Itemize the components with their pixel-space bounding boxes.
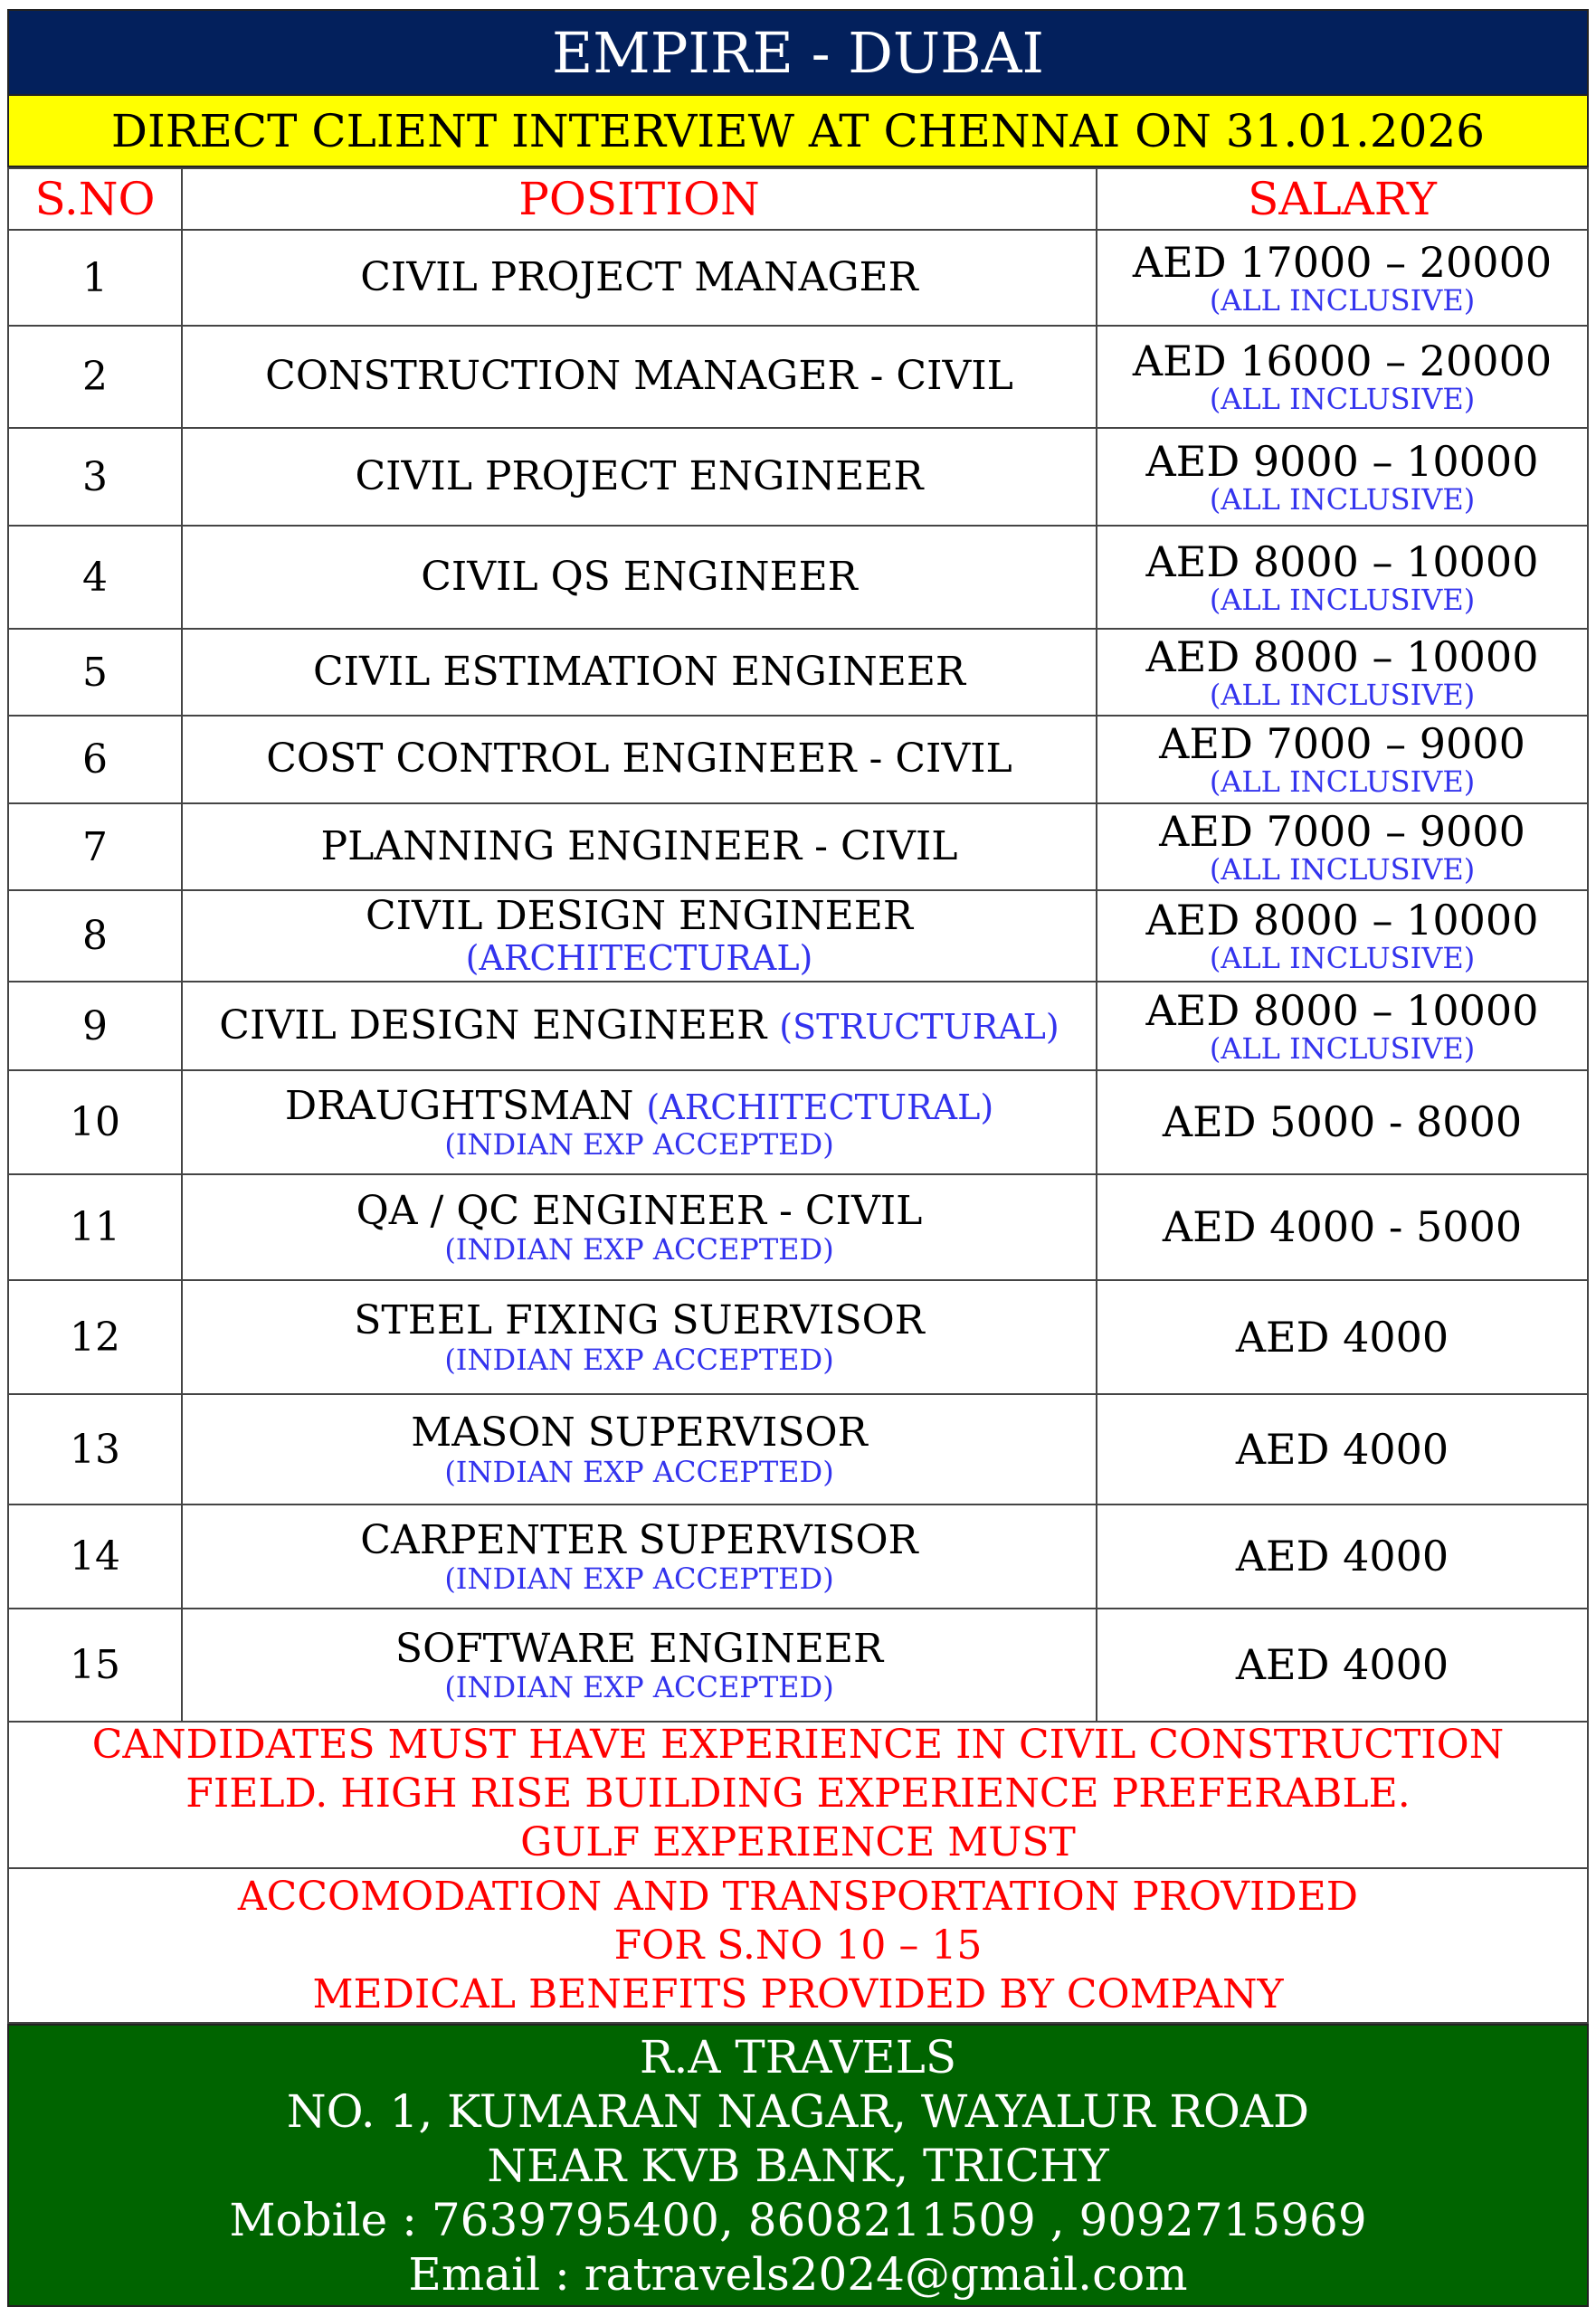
salary-note: (ALL INCLUSIVE) — [1209, 1030, 1476, 1066]
position-title — [183, 1003, 1096, 1049]
salary-range: AED 8000 – 10000 — [1145, 536, 1539, 586]
column-header-sno: S.NO — [8, 168, 182, 230]
table-row — [8, 982, 1588, 1070]
column-header-salary: SALARY — [1097, 168, 1588, 230]
row-position — [182, 890, 1097, 982]
row-position — [182, 326, 1097, 428]
row-position — [182, 428, 1097, 526]
salary-range: AED 9000 – 10000 — [1145, 436, 1539, 486]
row-salary — [1097, 890, 1588, 982]
position-note: (INDIAN EXP ACCEPTED) — [444, 1232, 834, 1267]
row-sno: 3 — [8, 428, 182, 526]
table-row — [8, 1394, 1588, 1504]
row-salary — [1097, 629, 1588, 716]
benefits-line: MEDICAL BENEFITS PROVIDED BY COMPANY — [312, 1970, 1284, 2017]
salary-range: AED 4000 — [1235, 1312, 1449, 1362]
table-row — [8, 526, 1588, 629]
requirements-line: FIELD. HIGH RISE BUILDING EXPERIENCE PREFERABLE. — [185, 1770, 1411, 1817]
row-position — [182, 1070, 1097, 1174]
row-sno: 2 — [8, 326, 182, 428]
table-row — [8, 1280, 1588, 1394]
salary-note: (ALL INCLUSIVE) — [1209, 677, 1476, 712]
benefits-line: FOR S.NO 10 – 15 — [613, 1922, 983, 1969]
row-salary — [1097, 1504, 1588, 1609]
row-position — [182, 803, 1097, 890]
agency-address-line: NO. 1, KUMARAN NAGAR, WAYALUR ROAD — [286, 2084, 1310, 2138]
row-position — [182, 1609, 1097, 1722]
row-sno: 4 — [8, 526, 182, 629]
job-flyer — [7, 9, 1589, 2307]
row-salary — [1097, 326, 1588, 428]
row-position — [182, 1280, 1097, 1394]
agency-email[interactable]: Email : ratravels2024@gmail.com — [408, 2247, 1188, 2301]
salary-range: AED 17000 – 20000 — [1132, 237, 1553, 287]
position-note: (INDIAN EXP ACCEPTED) — [444, 1342, 834, 1377]
row-position — [182, 1394, 1097, 1504]
table-row — [8, 716, 1588, 803]
salary-note: (ALL INCLUSIVE) — [1209, 481, 1476, 517]
row-sno: 7 — [8, 803, 182, 890]
table-row — [8, 428, 1588, 526]
position-title-text: CIVIL PROJECT ENGINEER — [355, 452, 924, 499]
salary-note: (ALL INCLUSIVE) — [1209, 582, 1476, 617]
position-title — [183, 1627, 1096, 1673]
row-salary — [1097, 1070, 1588, 1174]
row-salary — [1097, 716, 1588, 803]
salary-range: AED 8000 – 10000 — [1145, 631, 1539, 681]
row-sno: 5 — [8, 629, 182, 716]
table-row — [8, 1070, 1588, 1174]
row-sno: 10 — [8, 1070, 182, 1174]
position-title — [183, 650, 1096, 696]
position-title-text: COST CONTROL ENGINEER - CIVIL — [266, 736, 1012, 783]
position-title-text: CIVIL QS ENGINEER — [421, 553, 858, 600]
salary-note: (ALL INCLUSIVE) — [1209, 851, 1476, 887]
position-title-text: CONSTRUCTION MANAGER - CIVIL — [265, 353, 1013, 400]
interview-banner: DIRECT CLIENT INTERVIEW AT CHENNAI ON 31.01.2026 — [7, 96, 1589, 167]
salary-range: AED 7000 – 9000 — [1159, 719, 1525, 769]
row-salary — [1097, 230, 1588, 326]
position-note: (INDIAN EXP ACCEPTED) — [444, 1127, 834, 1163]
position-title — [183, 1189, 1096, 1235]
salary-range: AED 5000 - 8000 — [1162, 1097, 1523, 1147]
table-row — [8, 629, 1588, 716]
salary-note: (ALL INCLUSIVE) — [1209, 941, 1476, 975]
table-row — [8, 890, 1588, 982]
salary-range: AED 4000 - 5000 — [1162, 1202, 1523, 1252]
table-row — [8, 1609, 1588, 1722]
salary-range: AED 4000 — [1235, 1532, 1449, 1581]
row-sno: 14 — [8, 1504, 182, 1609]
table-row — [8, 1174, 1588, 1280]
benefits-note — [7, 1869, 1589, 2024]
position-title — [183, 1518, 1096, 1564]
position-title — [183, 736, 1096, 783]
position-title — [183, 824, 1096, 870]
position-note: (INDIAN EXP ACCEPTED) — [444, 1454, 834, 1489]
agency-name: R.A TRAVELS — [639, 2030, 957, 2083]
salary-note: (ALL INCLUSIVE) — [1209, 382, 1476, 416]
position-title — [183, 555, 1096, 601]
row-sno: 9 — [8, 982, 182, 1070]
position-title — [183, 1410, 1096, 1457]
position-title — [183, 1084, 1096, 1130]
positions-table — [7, 167, 1589, 1723]
flyer-title: EMPIRE - DUBAI — [7, 9, 1589, 96]
position-specialization: (STRUCTURAL) — [779, 1006, 1059, 1047]
salary-range: AED 16000 – 20000 — [1132, 337, 1553, 386]
row-salary — [1097, 803, 1588, 890]
row-position — [182, 716, 1097, 803]
position-title-text: STEEL FIXING SUERVISOR — [354, 1297, 925, 1344]
row-sno: 12 — [8, 1280, 182, 1394]
agency-contact-footer — [7, 2024, 1589, 2307]
position-note: (INDIAN EXP ACCEPTED) — [444, 1561, 834, 1597]
salary-range: AED 4000 — [1235, 1640, 1449, 1690]
position-title-text: CIVIL PROJECT MANAGER — [360, 253, 918, 300]
position-title-text: PLANNING ENGINEER - CIVIL — [320, 822, 958, 869]
row-sno: 8 — [8, 890, 182, 982]
position-title — [183, 1298, 1096, 1344]
row-position — [182, 1504, 1097, 1609]
position-title — [183, 894, 1096, 940]
row-salary — [1097, 1609, 1588, 1722]
table-row — [8, 230, 1588, 326]
position-title-text: QA / QC ENGINEER - CIVIL — [356, 1187, 923, 1234]
row-salary — [1097, 526, 1588, 629]
position-title-text: CIVIL ESTIMATION ENGINEER — [312, 648, 966, 695]
requirements-note — [7, 1721, 1589, 1869]
position-title-text: DRAUGHTSMAN — [284, 1082, 634, 1129]
row-sno: 13 — [8, 1394, 182, 1504]
table-row — [8, 326, 1588, 428]
table-row — [8, 803, 1588, 890]
position-title — [183, 454, 1096, 500]
position-title — [183, 354, 1096, 400]
row-salary — [1097, 982, 1588, 1070]
position-title-text: MASON SUPERVISOR — [411, 1410, 868, 1457]
position-title — [183, 255, 1096, 301]
position-title-text: CARPENTER SUPERVISOR — [360, 1516, 918, 1563]
row-salary — [1097, 1394, 1588, 1504]
position-specialization: (ARCHITECTURAL) — [646, 1087, 994, 1127]
row-sno: 11 — [8, 1174, 182, 1280]
table-row — [8, 1504, 1588, 1609]
row-salary — [1097, 428, 1588, 526]
salary-note: (ALL INCLUSIVE) — [1209, 282, 1476, 318]
row-sno: 15 — [8, 1609, 182, 1722]
requirements-line: GULF EXPERIENCE MUST — [520, 1819, 1076, 1865]
agency-mobile: Mobile : 7639795400, 8608211509 , 9092715969 — [229, 2193, 1367, 2246]
position-note: (ARCHITECTURAL) — [465, 937, 813, 978]
row-position — [182, 230, 1097, 326]
row-sno: 1 — [8, 230, 182, 326]
salary-note: (ALL INCLUSIVE) — [1209, 764, 1476, 799]
row-salary — [1097, 1174, 1588, 1280]
table-header-row — [8, 168, 1588, 230]
benefits-line: ACCOMODATION AND TRANSPORTATION PROVIDED — [237, 1873, 1359, 1920]
position-title-text: CIVIL DESIGN ENGINEER — [219, 1001, 767, 1049]
position-note: (INDIAN EXP ACCEPTED) — [444, 1670, 834, 1705]
row-position — [182, 526, 1097, 629]
position-title-text: SOFTWARE ENGINEER — [394, 1625, 884, 1672]
salary-range: AED 8000 – 10000 — [1145, 896, 1539, 945]
agency-address-line: NEAR KVB BANK, TRICHY — [487, 2139, 1109, 2192]
requirements-line: CANDIDATES MUST HAVE EXPERIENCE IN CIVIL CONSTRUCTION — [91, 1722, 1505, 1768]
salary-range: AED 4000 — [1235, 1424, 1449, 1474]
column-header-position: POSITION — [182, 168, 1097, 230]
row-sno: 6 — [8, 716, 182, 803]
salary-range: AED 8000 – 10000 — [1145, 985, 1539, 1035]
salary-range: AED 7000 – 9000 — [1159, 806, 1525, 856]
row-salary — [1097, 1280, 1588, 1394]
position-title-text: CIVIL DESIGN ENGINEER — [366, 893, 913, 940]
row-position — [182, 982, 1097, 1070]
row-position — [182, 1174, 1097, 1280]
row-position — [182, 629, 1097, 716]
